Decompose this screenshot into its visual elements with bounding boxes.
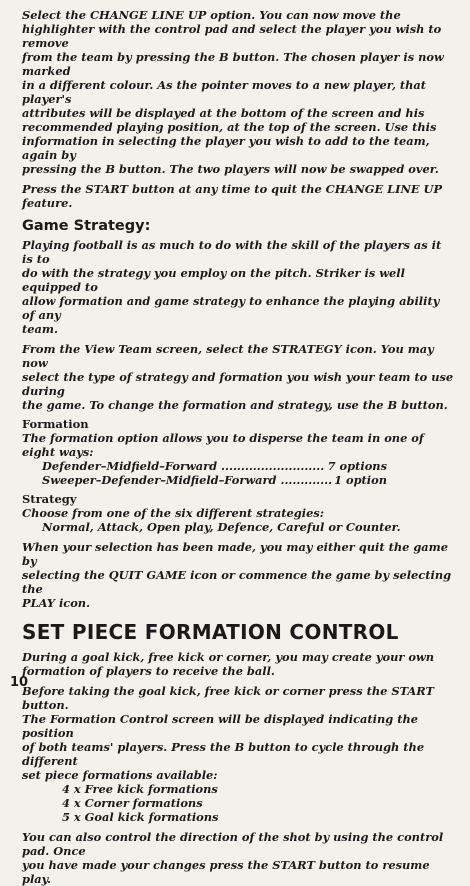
text-line: Press the START button at any time to quit the CHANGE LINE UP [22,182,443,196]
text-line: formation of players to receive the ball. [22,664,275,678]
text-line: highlighter with the control pad and select the player you wish to remove [22,22,442,50]
text-line: Select the CHANGE LINE UP option. You can now move the [22,8,401,22]
formation-option-label: Defender–Midfield–Forward .......................... [42,459,325,473]
text-line: You can also control the direction of the shot by using the control pad. Once [22,830,444,858]
set-piece-paragraph-2 [22,684,454,782]
formation-option-label: Sweeper–Defender–Midfield–Forward ............. [42,473,333,487]
formation-option [22,459,387,473]
formation-heading: Formation [22,417,89,431]
game-strategy-paragraph-2 [22,342,454,412]
text-line: from the team by pressing the B button. The chosen player is now marked [22,50,444,78]
text-line: recommended playing position, at the top of the screen. Use this [22,120,437,134]
text-line: When your selection has been made, you may either quit the game by [22,540,448,568]
text-line: in a different colour. As the pointer moves to a new player, that player's [22,78,427,106]
quit-paragraph [22,182,454,210]
text-line: attributes will be displayed at the bottom of the screen and his [22,106,425,120]
formation-intro: The formation option allows you to disperse the team in one of eight ways: [22,431,424,459]
text-line: do with the strategy you employ on the pitch. Striker is well equipped to [22,266,405,294]
list-item: 4 x Corner formations [62,796,203,810]
formation-option-count: 1 option [334,473,387,487]
text-line: you have made your changes press the START button to resume play. [22,858,430,886]
intro-paragraph [22,8,454,176]
text-line: PLAY icon. [22,596,91,610]
text-line: allow formation and game strategy to enhance the playing ability of any [22,294,440,322]
strategy-heading: Strategy [22,492,77,506]
text-line: Before taking the goal kick, free kick or corner press the START button. [22,684,435,712]
set-piece-paragraph-1 [22,650,454,678]
text-line: Playing football is as much to do with the skill of the players as it is to [22,238,442,266]
text-line: of both teams' players. Press the B button to cycle through the different [22,740,425,768]
game-strategy-paragraph-1 [22,238,454,336]
text-line: During a goal kick, free kick or corner, you may create your own [22,650,435,664]
text-line: team. [22,322,58,336]
text-line: set piece formations available: [22,768,218,782]
manual-page [22,8,454,886]
strategy-list: Normal, Attack, Open play, Defence, Careful or Counter. [42,520,401,534]
text-line: the game. To change the formation and strategy, use the B button. [22,398,448,412]
text-line: pressing the B button. The two players will now be swapped over. [22,162,439,176]
list-item: 4 x Free kick formations [62,782,218,796]
text-line: information in selecting the player you wish to add to the team, again by [22,134,430,162]
selection-paragraph [22,540,454,610]
page-number: 10 [10,675,29,690]
text-line: feature. [22,196,73,210]
set-piece-list [22,782,454,824]
text-line: selecting the QUIT GAME icon or commence the game by selecting the [22,568,452,596]
text-line: From the View Team screen, select the STRATEGY icon. You may now [22,342,434,370]
text-line: select the type of strategy and formation you wish your team to use during [22,370,454,398]
list-item: 5 x Goal kick formations [62,810,219,824]
set-piece-paragraph-3 [22,830,454,886]
game-strategy-heading: Game Strategy: [22,218,151,234]
formation-option-count: 7 options [327,459,387,473]
text-line: The Formation Control screen will be displayed indicating the position [22,712,418,740]
strategy-intro: Choose from one of the six different strategies: [22,506,324,520]
set-piece-heading: SET PIECE FORMATION CONTROL [22,620,399,644]
formation-option [22,473,387,487]
